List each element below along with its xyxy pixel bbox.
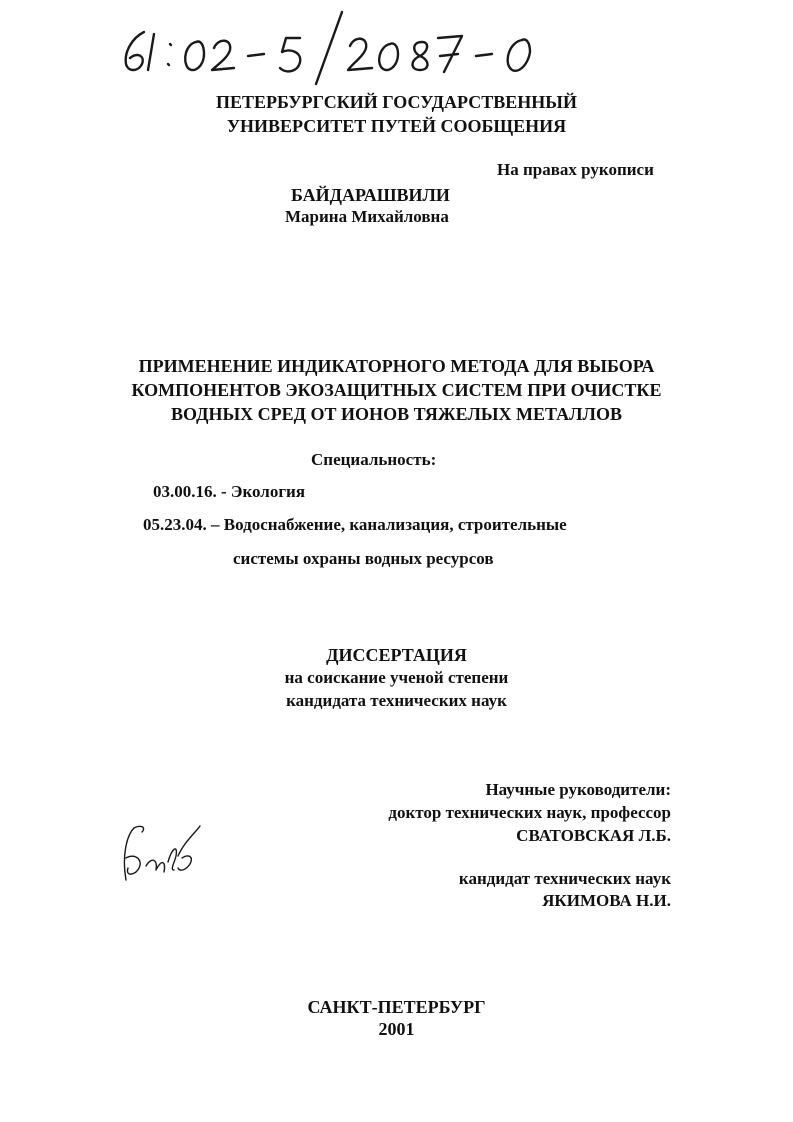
title-line1: ПРИМЕНЕНИЕ ИНДИКАТОРНОГО МЕТОДА ДЛЯ ВЫБОРА [138, 356, 655, 376]
handwritten-signature [112, 818, 208, 890]
specialty-item-water-supply-cont: системы охраны водных ресурсов [233, 549, 494, 568]
dissertation-degree-line2: кандидата технических наук [286, 691, 507, 710]
dissertation-degree-line1: на соискание ученой степени [284, 668, 509, 687]
handwritten-archive-code [110, 8, 550, 88]
supervisor-1-name: СВАТОВСКАЯ Л.Б. [516, 826, 671, 845]
author-surname: БАЙДАРАШВИЛИ [291, 185, 450, 205]
dissertation-heading: ДИССЕРТАЦИЯ [326, 645, 467, 665]
supervisors-label: Научные руководители: [485, 780, 671, 799]
author-name: Марина Михайловна [285, 207, 449, 226]
university-name-line2: УНИВЕРСИТЕТ ПУТЕЙ СООБЩЕНИЯ [226, 116, 567, 136]
year: 2001 [378, 1019, 415, 1039]
specialty-label: Специальность: [311, 450, 437, 469]
supervisor-1-title: доктор технических наук, профессор [388, 803, 671, 822]
title-line3: ВОДНЫХ СРЕД ОТ ИОНОВ ТЯЖЕЛЫХ МЕТАЛЛОВ [171, 404, 622, 424]
supervisor-2-title: кандидат технических наук [458, 869, 671, 888]
specialty-item-water-supply: 05.23.04. – Водоснабжение, канализация, строительные [143, 515, 567, 534]
city: САНКТ-ПЕТЕРБУРГ [307, 997, 486, 1017]
specialty-item-ecology: 03.00.16. - Экология [153, 482, 306, 501]
title-line2: КОМПОНЕНТОВ ЭКОЗАЩИТНЫХ СИСТЕМ ПРИ ОЧИСТКЕ [131, 380, 662, 400]
manuscript-rights: На правах рукописи [497, 160, 654, 179]
supervisor-2-name: ЯКИМОВА Н.И. [542, 891, 671, 910]
university-name-line1: ПЕТЕРБУРГСКИЙ ГОСУДАРСТВЕННЫЙ [216, 92, 577, 112]
